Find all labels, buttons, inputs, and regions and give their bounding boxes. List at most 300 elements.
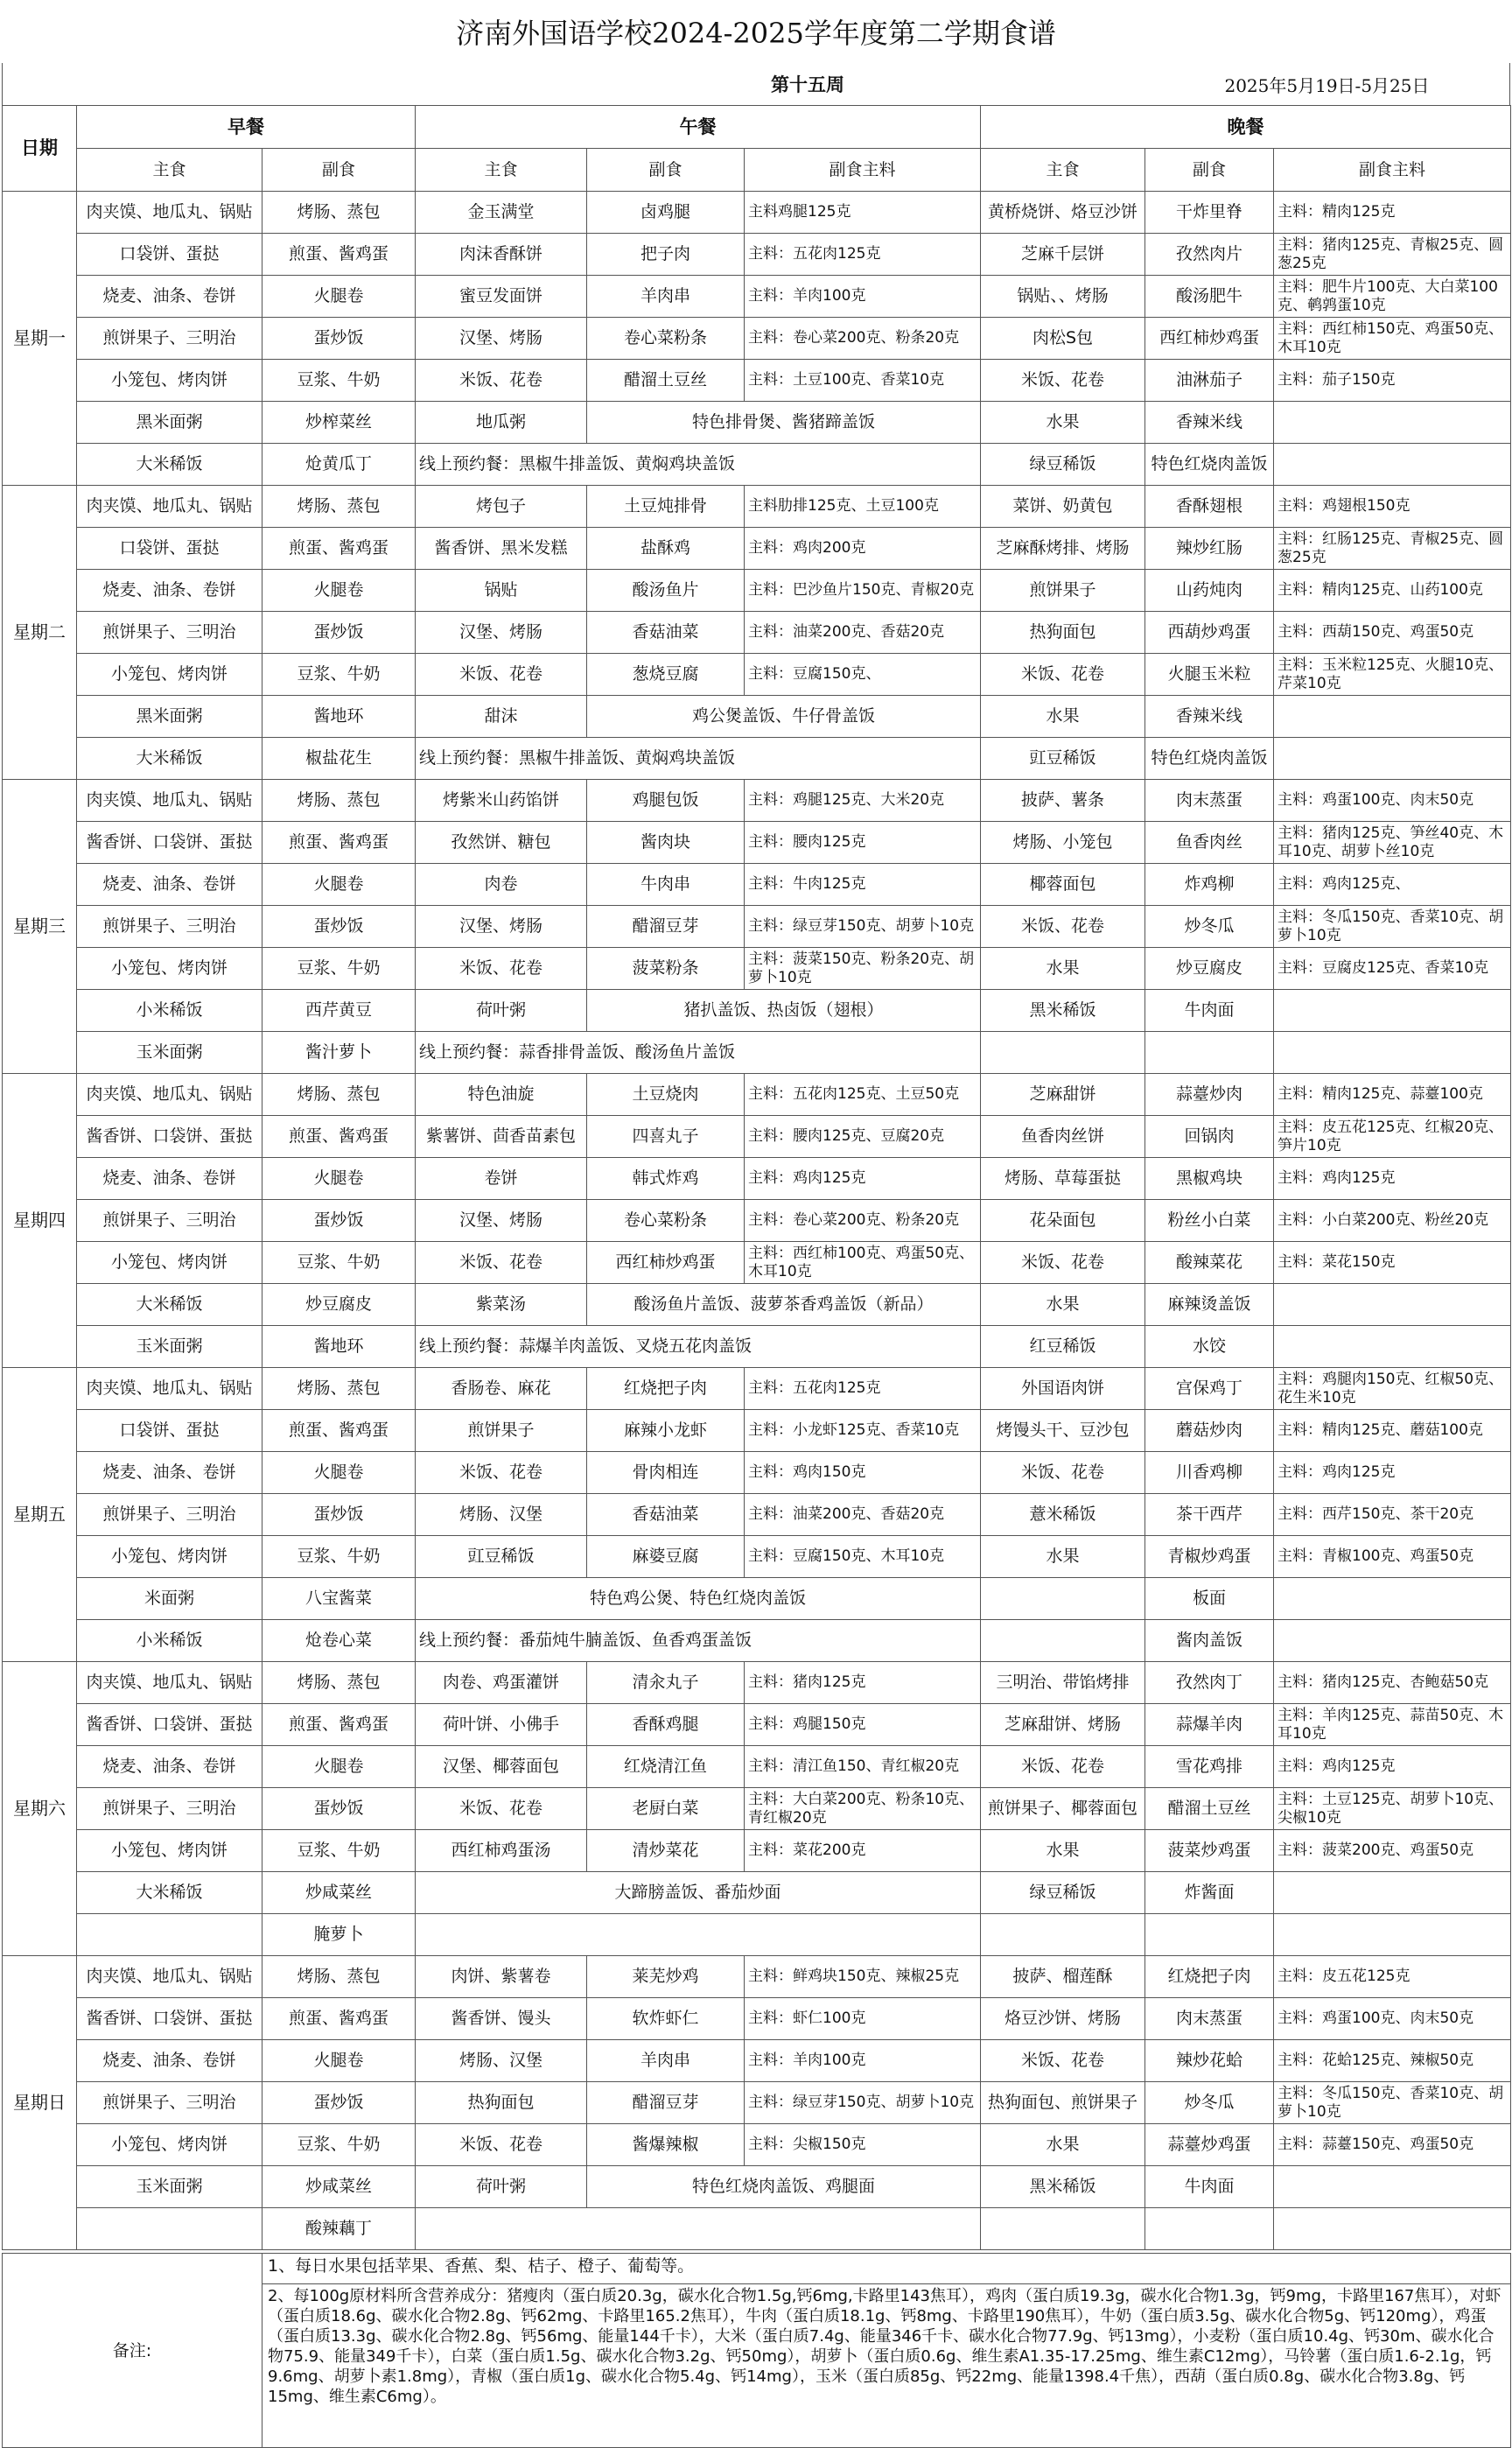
page-title: 济南外国语学校2024-2025学年度第二学期食谱 [456, 17, 1056, 50]
breakfast-staple: 烧麦、油条、卷饼 [77, 1746, 262, 1788]
dinner-side: 香酥翅根 [1145, 486, 1274, 528]
breakfast-side: 煎蛋、酱鸡蛋 [262, 234, 416, 276]
lunch-side-main: 主料：鸡肉125克 [745, 1158, 981, 1200]
lunch-side: 酸汤鱼片 [587, 570, 745, 612]
lunch-side-main: 主料：绿豆芽150克、胡萝卜10克 [745, 2082, 981, 2124]
menu-row [3, 906, 1511, 948]
lunch-staple: 蜜豆发面饼 [416, 276, 587, 318]
dinner-side-main [1274, 1578, 1511, 1620]
breakfast-staple: 烧麦、油条、卷饼 [77, 864, 262, 906]
lunch-side: 羊肉串 [587, 2040, 745, 2082]
dinner-side: 蒜薹炒鸡蛋 [1145, 2124, 1274, 2166]
menu-row [3, 528, 1511, 570]
lunch-side-main: 主料：菠菜150克、粉条20克、胡萝卜10克 [745, 948, 981, 990]
dinner-staple [981, 2208, 1145, 2250]
lunch-side-main: 主料：尖椒150克 [745, 2124, 981, 2166]
breakfast-staple: 黑米面粥 [77, 402, 262, 444]
breakfast-side: 烤肠、蒸包 [262, 486, 416, 528]
header-breakfast: 早餐 [77, 106, 416, 149]
lunch-side-main: 主料：土豆100克、香菜10克 [745, 360, 981, 402]
lunch-side-main: 主料：西红柿100克、鸡蛋50克、木耳10克 [745, 1242, 981, 1284]
header-dinner: 晚餐 [981, 106, 1511, 149]
lunch-side: 卤鸡腿 [587, 192, 745, 234]
lunch-side: 羊肉串 [587, 276, 745, 318]
breakfast-staple: 烧麦、油条、卷饼 [77, 2040, 262, 2082]
menu-row [3, 1074, 1511, 1116]
menu-row [3, 1494, 1511, 1536]
lunch-staple: 米饭、花卷 [416, 948, 587, 990]
dinner-staple: 黄桥烧饼、烙豆沙饼 [981, 192, 1145, 234]
lunch-staple: 汉堡、烤肠 [416, 1200, 587, 1242]
breakfast-staple: 烧麦、油条、卷饼 [77, 1158, 262, 1200]
breakfast-side: 炒咸菜丝 [262, 2166, 416, 2208]
dinner-side: 板面 [1145, 1578, 1274, 1620]
menu-row [3, 1620, 1511, 1662]
lunch-staple: 地瓜粥 [416, 402, 587, 444]
breakfast-side: 烤肠、蒸包 [262, 1074, 416, 1116]
breakfast-side: 火腿卷 [262, 570, 416, 612]
dinner-side: 山药炖肉 [1145, 570, 1274, 612]
header-dinner-side: 副食 [1145, 149, 1274, 192]
subheader-row [3, 149, 1511, 192]
header-lunch-staple: 主食 [416, 149, 587, 192]
lunch-side: 红烧清江鱼 [587, 1746, 745, 1788]
menu-row [3, 654, 1511, 696]
dinner-side-main: 主料：豆腐皮125克、香菜10克 [1274, 948, 1511, 990]
dinner-side: 油淋茄子 [1145, 360, 1274, 402]
breakfast-side: 蛋炒饭 [262, 1200, 416, 1242]
lunch-staple: 热狗面包 [416, 2082, 587, 2124]
breakfast-staple: 小笼包、烤肉饼 [77, 948, 262, 990]
lunch-side-main: 主料：羊肉100克 [745, 276, 981, 318]
menu-row [3, 1998, 1511, 2040]
breakfast-staple: 酱香饼、口袋饼、蛋挞 [77, 822, 262, 864]
day-label: 星期日 [3, 1956, 77, 2250]
lunch-side-main: 主料：猪肉125克 [745, 1662, 981, 1704]
dinner-staple: 米饭、花卷 [981, 1452, 1145, 1494]
menu-row [3, 990, 1511, 1032]
menu-row [3, 1200, 1511, 1242]
menu-row [3, 1788, 1511, 1830]
lunch-side: 软炸虾仁 [587, 1998, 745, 2040]
breakfast-staple: 米面粥 [77, 1578, 262, 1620]
dinner-side-main [1274, 402, 1511, 444]
dinner-side: 醋溜土豆丝 [1145, 1788, 1274, 1830]
lunch-side: 酱爆辣椒 [587, 2124, 745, 2166]
menu-row [3, 570, 1511, 612]
breakfast-staple: 小米稀饭 [77, 1620, 262, 1662]
menu-row [3, 234, 1511, 276]
dinner-side-main: 主料：鸡腿肉150克、红椒50克、花生米10克 [1274, 1368, 1511, 1410]
dinner-side-main [1274, 1620, 1511, 1662]
dinner-side: 特色红烧肉盖饭 [1145, 444, 1274, 486]
dinner-side: 肉末蒸蛋 [1145, 780, 1274, 822]
menu-row [3, 1662, 1511, 1704]
breakfast-side: 酱地环 [262, 1326, 416, 1368]
dinner-side-main: 主料：精肉125克、蒜薹100克 [1274, 1074, 1511, 1116]
lunch-side-main: 主料：油菜200克、香菇20克 [745, 1494, 981, 1536]
lunch-side-main: 主料：卷心菜200克、粉条20克 [745, 318, 981, 360]
breakfast-staple: 肉夹馍、地瓜丸、锅贴 [77, 1662, 262, 1704]
lunch-staple: 荷叶粥 [416, 2166, 587, 2208]
breakfast-side: 煎蛋、酱鸡蛋 [262, 1116, 416, 1158]
header-dinner-staple: 主食 [981, 149, 1145, 192]
lunch-side-main: 主料：鸡肉150克 [745, 1452, 981, 1494]
dinner-staple: 豇豆稀饭 [981, 738, 1145, 780]
dinner-staple: 芝麻酥烤排、烤肠 [981, 528, 1145, 570]
dinner-side-main: 主料：菜花150克 [1274, 1242, 1511, 1284]
dinner-side-main: 主料：蒜薹150克、鸡蛋50克 [1274, 2124, 1511, 2166]
dinner-side-main [1274, 1326, 1511, 1368]
lunch-staple: 荷叶粥 [416, 990, 587, 1032]
dinner-side: 鱼香肉丝 [1145, 822, 1274, 864]
dinner-side-main: 主料：猪肉125克、笋丝40克、木耳10克、胡萝卜丝10克 [1274, 822, 1511, 864]
lunch-side: 醋溜土豆丝 [587, 360, 745, 402]
breakfast-side: 蛋炒饭 [262, 1494, 416, 1536]
lunch-staple: 肉沫香酥饼 [416, 234, 587, 276]
menu-row [3, 2082, 1511, 2124]
dinner-staple: 绿豆稀饭 [981, 444, 1145, 486]
menu-row [3, 738, 1511, 780]
breakfast-side: 火腿卷 [262, 1158, 416, 1200]
dinner-side: 炸鸡柳 [1145, 864, 1274, 906]
notes-label: 备注: [3, 2254, 262, 2448]
breakfast-staple: 口袋饼、蛋挞 [77, 528, 262, 570]
lunch-special: 特色鸡公煲、特色红烧肉盖饭 [416, 1578, 981, 1620]
lunch-side: 红烧把子肉 [587, 1368, 745, 1410]
dinner-side: 特色红烧肉盖饭 [1145, 738, 1274, 780]
dinner-side-main: 主料：鸡肉125克 [1274, 1746, 1511, 1788]
breakfast-staple: 大米稀饭 [77, 1284, 262, 1326]
lunch-side-main: 主料：小龙虾125克、香菜10克 [745, 1410, 981, 1452]
menu-row [3, 1116, 1511, 1158]
dinner-side-main: 主料：青椒100克、鸡蛋50克 [1274, 1536, 1511, 1578]
dinner-staple: 烤肠、小笼包 [981, 822, 1145, 864]
lunch-side-main: 主料：鸡肉200克 [745, 528, 981, 570]
menu-row [3, 1326, 1511, 1368]
date-range: 2025年5月19日-5月25日 [1224, 74, 1430, 96]
breakfast-staple: 肉夹馍、地瓜丸、锅贴 [77, 486, 262, 528]
lunch-side: 香菇油菜 [587, 612, 745, 654]
lunch-staple: 米饭、花卷 [416, 1452, 587, 1494]
breakfast-side: 炝卷心菜 [262, 1620, 416, 1662]
dinner-side-main: 主料：西红柿150克、鸡蛋50克、木耳10克 [1274, 318, 1511, 360]
dinner-side: 牛肉面 [1145, 2166, 1274, 2208]
breakfast-staple: 肉夹馍、地瓜丸、锅贴 [77, 1074, 262, 1116]
header-lunch-side-main: 副食主料 [745, 149, 981, 192]
breakfast-side: 煎蛋、酱鸡蛋 [262, 528, 416, 570]
lunch-staple: 肉卷 [416, 864, 587, 906]
dinner-side: 辣炒红肠 [1145, 528, 1274, 570]
lunch-staple: 米饭、花卷 [416, 2124, 587, 2166]
header-lunch: 午餐 [416, 106, 981, 149]
breakfast-staple: 玉米面粥 [77, 1326, 262, 1368]
breakfast-side: 酸辣藕丁 [262, 2208, 416, 2250]
dinner-staple: 花朵面包 [981, 1200, 1145, 1242]
lunch-side-main: 主料：卷心菜200克、粉条20克 [745, 1200, 981, 1242]
lunch-side: 麻辣小龙虾 [587, 1410, 745, 1452]
dinner-staple: 红豆稀饭 [981, 1326, 1145, 1368]
dinner-staple: 烤肠、草莓蛋挞 [981, 1158, 1145, 1200]
dinner-side-main: 主料：花蛤125克、辣椒50克 [1274, 2040, 1511, 2082]
dinner-side-main: 主料：菠菜200克、鸡蛋50克 [1274, 1830, 1511, 1872]
breakfast-side: 煎蛋、酱鸡蛋 [262, 1410, 416, 1452]
lunch-staple: 紫薯饼、茴香苗素包 [416, 1116, 587, 1158]
lunch-empty [416, 2208, 981, 2250]
breakfast-staple: 大米稀饭 [77, 738, 262, 780]
breakfast-staple [77, 1914, 262, 1956]
dinner-staple: 米饭、花卷 [981, 906, 1145, 948]
breakfast-staple: 小笼包、烤肉饼 [77, 1536, 262, 1578]
dinner-staple: 水果 [981, 402, 1145, 444]
menu-row [3, 1242, 1511, 1284]
breakfast-side: 炒榨菜丝 [262, 402, 416, 444]
breakfast-side: 酱汁萝卜 [262, 1032, 416, 1074]
dinner-side-main [1274, 2208, 1511, 2250]
notes-table [2, 2253, 1511, 2448]
menu-row [3, 318, 1511, 360]
lunch-side: 老厨白菜 [587, 1788, 745, 1830]
breakfast-staple: 小米稀饭 [77, 990, 262, 1032]
menu-row [3, 1830, 1511, 1872]
lunch-side: 鸡腿包饭 [587, 780, 745, 822]
lunch-side: 土豆烧肉 [587, 1074, 745, 1116]
menu-row [3, 612, 1511, 654]
menu-row [3, 1452, 1511, 1494]
dinner-side: 西红柿炒鸡蛋 [1145, 318, 1274, 360]
header-lunch-side: 副食 [587, 149, 745, 192]
dinner-staple: 煎饼果子、椰蓉面包 [981, 1788, 1145, 1830]
dinner-side-main: 主料：鸡蛋100克、肉末50克 [1274, 1998, 1511, 2040]
dinner-side: 青椒炒鸡蛋 [1145, 1536, 1274, 1578]
breakfast-staple: 玉米面粥 [77, 1032, 262, 1074]
lunch-staple: 卷饼 [416, 1158, 587, 1200]
dinner-staple: 热狗面包 [981, 612, 1145, 654]
breakfast-staple: 小笼包、烤肉饼 [77, 1242, 262, 1284]
breakfast-staple: 煎饼果子、三明治 [77, 2082, 262, 2124]
dinner-staple: 黑米稀饭 [981, 2166, 1145, 2208]
lunch-side-main: 主料：绿豆芽150克、胡萝卜10克 [745, 906, 981, 948]
breakfast-staple: 煎饼果子、三明治 [77, 1788, 262, 1830]
breakfast-side: 炝黄瓜丁 [262, 444, 416, 486]
lunch-staple: 紫菜汤 [416, 1284, 587, 1326]
lunch-side: 醋溜豆芽 [587, 906, 745, 948]
dinner-staple: 芝麻甜饼 [981, 1074, 1145, 1116]
breakfast-side: 烤肠、蒸包 [262, 192, 416, 234]
dinner-staple: 水果 [981, 1830, 1145, 1872]
breakfast-side: 煎蛋、酱鸡蛋 [262, 1998, 416, 2040]
dinner-side-main: 主料：鸡蛋100克、肉末50克 [1274, 780, 1511, 822]
dinner-side-main: 主料：猪肉125克、青椒25克、圆葱25克 [1274, 234, 1511, 276]
lunch-staple: 汉堡、烤肠 [416, 318, 587, 360]
lunch-staple: 肉饼、紫薯卷 [416, 1956, 587, 1998]
menu-row [3, 444, 1511, 486]
dinner-side: 香辣米线 [1145, 696, 1274, 738]
menu-row [3, 402, 1511, 444]
lunch-staple: 孜然饼、糖包 [416, 822, 587, 864]
dinner-staple: 米饭、花卷 [981, 1242, 1145, 1284]
lunch-side-main: 主料：牛肉125克 [745, 864, 981, 906]
lunch-staple: 煎饼果子 [416, 1410, 587, 1452]
dinner-side [1145, 1032, 1274, 1074]
day-label: 星期一 [3, 192, 77, 486]
day-label: 星期五 [3, 1368, 77, 1662]
breakfast-side: 火腿卷 [262, 1452, 416, 1494]
dinner-side: 火腿玉米粒 [1145, 654, 1274, 696]
notes-line-2: 2、每100g原材料所含营养成分：猪瘦肉（蛋白质20.3g，碳水化合物1.5g,钙6mg,卡路里143焦耳），鸡肉（蛋白质19.3g，碳水化合物1.3g，钙9mg，卡路里167焦耳），对虾（蛋白质18.6g、碳水化合物2.8g、钙62mg、卡路里165.2焦耳），牛肉（蛋白质18.1g、钙8mg、卡路里190焦耳），牛奶（蛋白质3.5g、碳水化合物5g、钙120mg），鸡蛋（蛋白质13.3g、碳水化合物2.8g、钙56mg、能量144千卡），大米（蛋白质7.4g、能量346千卡、碳水化合物77.9g、钙13mg），小麦粉（蛋白质10.4g、钙30m、碳水化合物75.9、能量349千卡），白菜（蛋白质1.5g、碳水化合物3.2g、钙50mg），胡萝卜（蛋白质0.6g、维生素A1.35-17.25mg、维生素C12mg），马铃薯（蛋白质1.6-2.1g，钙9.6mg、胡萝卜素1.8mg），青椒（蛋白质1g、碳水化合物5.4g、钙14mg），玉米（蛋白质85g、钙22mg、能量1398.4千焦），西葫（蛋白质0.8g、碳水化合物3.8g、钙15mg、维生素C6mg）。 [262, 2284, 1511, 2448]
dinner-side: 干炸里脊 [1145, 192, 1274, 234]
dinner-staple: 三明治、带馅烤排 [981, 1662, 1145, 1704]
lunch-side-main: 主料：巴沙鱼片150克、青椒20克 [745, 570, 981, 612]
dinner-side-main: 主料：猪肉125克、杏鲍菇50克 [1274, 1662, 1511, 1704]
breakfast-staple: 煎饼果子、三明治 [77, 318, 262, 360]
lunch-side-main: 主料肋排125克、土豆100克 [745, 486, 981, 528]
lunch-side: 骨肉相连 [587, 1452, 745, 1494]
dinner-side-main [1274, 1914, 1511, 1956]
dinner-staple: 肉松S包 [981, 318, 1145, 360]
dinner-staple: 水果 [981, 1536, 1145, 1578]
breakfast-side: 豆浆、牛奶 [262, 1830, 416, 1872]
dinner-staple [981, 1032, 1145, 1074]
dinner-staple: 米饭、花卷 [981, 2040, 1145, 2082]
dinner-side: 西葫炒鸡蛋 [1145, 612, 1274, 654]
lunch-side-main: 主料：虾仁100克 [745, 1998, 981, 2040]
dinner-side: 宫保鸡丁 [1145, 1368, 1274, 1410]
lunch-side-main: 主料：腰肉125克 [745, 822, 981, 864]
breakfast-side: 炒豆腐皮 [262, 1284, 416, 1326]
day-label: 星期四 [3, 1074, 77, 1368]
dinner-side: 牛肉面 [1145, 990, 1274, 1032]
breakfast-side: 火腿卷 [262, 2040, 416, 2082]
dinner-staple: 绿豆稀饭 [981, 1872, 1145, 1914]
menu-row [3, 1536, 1511, 1578]
dinner-side-main [1274, 990, 1511, 1032]
breakfast-side: 蛋炒饭 [262, 906, 416, 948]
dinner-side-main [1274, 1284, 1511, 1326]
menu-row [3, 2166, 1511, 2208]
dinner-side: 炒冬瓜 [1145, 906, 1274, 948]
dinner-staple: 锅贴、、烤肠 [981, 276, 1145, 318]
dinner-side: 菠菜炒鸡蛋 [1145, 1830, 1274, 1872]
dinner-side-main: 主料：西芹150克、茶干20克 [1274, 1494, 1511, 1536]
dinner-side-main: 主料：小白菜200克、粉丝20克 [1274, 1200, 1511, 1242]
breakfast-staple: 口袋饼、蛋挞 [77, 234, 262, 276]
dinner-side-main: 主料：红肠125克、青椒25克、圆葱25克 [1274, 528, 1511, 570]
lunch-staple: 米饭、花卷 [416, 654, 587, 696]
menu-table [2, 105, 1511, 2250]
lunch-preorder: 线上预约餐：黑椒牛排盖饭、黄焖鸡块盖饭 [416, 444, 981, 486]
menu-row [3, 2124, 1511, 2166]
lunch-side: 牛肉串 [587, 864, 745, 906]
breakfast-side: 烤肠、蒸包 [262, 1662, 416, 1704]
dinner-staple: 米饭、花卷 [981, 654, 1145, 696]
dinner-side: 酱肉盖饭 [1145, 1620, 1274, 1662]
breakfast-side: 豆浆、牛奶 [262, 2124, 416, 2166]
menu-row [3, 948, 1511, 990]
breakfast-staple: 大米稀饭 [77, 444, 262, 486]
lunch-staple: 西红柿鸡蛋汤 [416, 1830, 587, 1872]
lunch-staple: 汉堡、烤肠 [416, 612, 587, 654]
menu-row [3, 1914, 1511, 1956]
breakfast-side: 火腿卷 [262, 276, 416, 318]
lunch-side: 土豆炖排骨 [587, 486, 745, 528]
breakfast-staple: 大米稀饭 [77, 1872, 262, 1914]
lunch-side: 四喜丸子 [587, 1116, 745, 1158]
dinner-side-main: 主料：肥牛片100克、大白菜100克、鹌鹑蛋10克 [1274, 276, 1511, 318]
breakfast-side: 烤肠、蒸包 [262, 1956, 416, 1998]
breakfast-staple [77, 2208, 262, 2250]
breakfast-staple: 黑米面粥 [77, 696, 262, 738]
lunch-staple: 米饭、花卷 [416, 360, 587, 402]
menu-row [3, 780, 1511, 822]
lunch-special: 特色红烧肉盖饭、鸡腿面 [587, 2166, 981, 2208]
lunch-staple: 锅贴 [416, 570, 587, 612]
breakfast-staple: 肉夹馍、地瓜丸、锅贴 [77, 1956, 262, 1998]
lunch-side-main: 主料：五花肉125克 [745, 234, 981, 276]
lunch-side-main: 主料：清江鱼150、青红椒20克 [745, 1746, 981, 1788]
day-label: 星期二 [3, 486, 77, 780]
dinner-staple [981, 1578, 1145, 1620]
menu-row [3, 822, 1511, 864]
dinner-side: 红烧把子肉 [1145, 1956, 1274, 1998]
lunch-staple: 甜沫 [416, 696, 587, 738]
lunch-side: 麻婆豆腐 [587, 1536, 745, 1578]
lunch-staple: 香肠卷、麻花 [416, 1368, 587, 1410]
lunch-side-main: 主料：菜花200克 [745, 1830, 981, 1872]
dinner-side-main [1274, 1032, 1511, 1074]
dinner-staple: 披萨、榴莲酥 [981, 1956, 1145, 1998]
dinner-staple: 芝麻千层饼 [981, 234, 1145, 276]
menu-row [3, 1032, 1511, 1074]
lunch-side: 香菇油菜 [587, 1494, 745, 1536]
dinner-side: 孜然肉丁 [1145, 1662, 1274, 1704]
dinner-side-main: 主料：鸡肉125克、 [1274, 864, 1511, 906]
breakfast-side: 煎蛋、酱鸡蛋 [262, 1704, 416, 1746]
lunch-preorder: 线上预约餐：蒜爆羊肉盖饭、叉烧五花肉盖饭 [416, 1326, 981, 1368]
dinner-staple: 米饭、花卷 [981, 360, 1145, 402]
lunch-side: 把子肉 [587, 234, 745, 276]
lunch-staple: 烤紫米山药馅饼 [416, 780, 587, 822]
lunch-preorder: 线上预约餐：黑椒牛排盖饭、黄焖鸡块盖饭 [416, 738, 981, 780]
dinner-side: 香辣米线 [1145, 402, 1274, 444]
menu-row [3, 1410, 1511, 1452]
week-label: 第十五周 [771, 74, 844, 95]
breakfast-side: 烤肠、蒸包 [262, 780, 416, 822]
dinner-staple: 烙豆沙饼、烤肠 [981, 1998, 1145, 2040]
breakfast-staple: 肉夹馍、地瓜丸、锅贴 [77, 192, 262, 234]
lunch-side-main: 主料：大白菜200克、粉条10克、青红椒20克 [745, 1788, 981, 1830]
dinner-side: 炒豆腐皮 [1145, 948, 1274, 990]
lunch-side-main: 主料：鸡腿150克 [745, 1704, 981, 1746]
dinner-side: 川香鸡柳 [1145, 1452, 1274, 1494]
breakfast-staple: 口袋饼、蛋挞 [77, 1410, 262, 1452]
lunch-side-main: 主料：羊肉100克 [745, 2040, 981, 2082]
menu-row [3, 1956, 1511, 1998]
dinner-staple: 芝麻甜饼、烤肠 [981, 1704, 1145, 1746]
dinner-staple: 烤馒头干、豆沙包 [981, 1410, 1145, 1452]
breakfast-side: 豆浆、牛奶 [262, 1242, 416, 1284]
breakfast-side: 酱地环 [262, 696, 416, 738]
breakfast-staple: 小笼包、烤肉饼 [77, 360, 262, 402]
dinner-side: 蒜爆羊肉 [1145, 1704, 1274, 1746]
dinner-staple: 黑米稀饭 [981, 990, 1145, 1032]
dinner-side-main: 主料：皮五花125克、红椒20克、笋片10克 [1274, 1116, 1511, 1158]
lunch-staple: 荷叶饼、小佛手 [416, 1704, 587, 1746]
lunch-side: 清汆丸子 [587, 1662, 745, 1704]
dinner-side: 蘑菇炒肉 [1145, 1410, 1274, 1452]
lunch-special: 特色排骨煲、酱猪蹄盖饭 [587, 402, 981, 444]
lunch-side: 韩式炸鸡 [587, 1158, 745, 1200]
